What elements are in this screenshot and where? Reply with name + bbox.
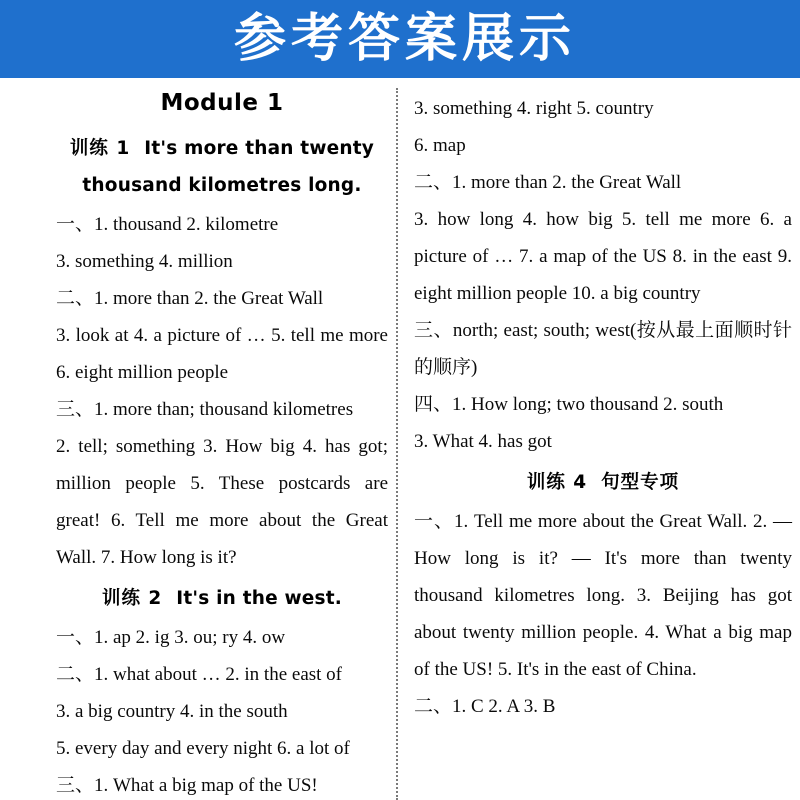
- answer-line: 6. map: [414, 135, 466, 156]
- answer-line: 一、1. Tell me more about the Great Wall. 2. — How long is it? — It's more than twenty thousand kilometres long. 3. Beijing has got about twenty million people. 4. What a big map of the US! 5. It's in the east of China.: [414, 511, 792, 680]
- page-banner: [0, 0, 800, 78]
- answer-line: 四、1. How long; two thousand 2. south: [414, 394, 724, 415]
- left-column: [0, 78, 400, 800]
- answer-line: 三、1. What a big map of the US!: [56, 775, 318, 796]
- answer-line: 一、1. thousand 2. kilometre: [56, 214, 279, 235]
- answer-line: 二、1. more than 2. the Great Wall: [414, 172, 682, 193]
- banner-title: 参考答案展示: [233, 9, 576, 69]
- answer-line: 3. look at 4. a picture of … 5. tell me more 6. eight million people: [56, 325, 388, 383]
- answer-line: 一、1. ap 2. ig 3. ou; ry 4. ow: [56, 627, 286, 648]
- drill-heading-1: [56, 130, 388, 204]
- answer-line: 三、north; east; south; west(按从最上面顺时针的顺序): [414, 320, 792, 378]
- content-columns: [0, 78, 800, 800]
- answer-line: 3. a big country 4. in the south: [56, 701, 288, 722]
- drill-heading-2: [56, 580, 388, 617]
- drill-heading-4-cn: 训练 4: [526, 472, 588, 493]
- drill-heading-1-cn: 训练 1: [69, 138, 131, 159]
- drill-heading-4: [414, 464, 792, 501]
- drill-heading-2-cn: 训练 2: [101, 588, 163, 609]
- right-column: [400, 78, 800, 800]
- answer-line: 3. something 4. right 5. country: [414, 98, 654, 119]
- answer-line: 3. how long 4. how big 5. tell me more 6. a picture of … 7. a map of the US 8. in the east 9. eight million people 10. a big country: [414, 209, 792, 304]
- module-title: Module 1: [160, 90, 284, 116]
- answer-line: 三、1. more than; thousand kilometres: [56, 399, 354, 420]
- answer-line: 3. What 4. has got: [414, 431, 552, 452]
- answer-line: 二、1. C 2. A 3. B: [414, 696, 556, 717]
- answer-line: 二、1. more than 2. the Great Wall: [56, 288, 324, 309]
- answer-line: 二、1. what about … 2. in the east of: [56, 664, 343, 685]
- answer-line: 5. every day and every night 6. a lot of: [56, 738, 350, 759]
- drill-heading-4-en: 句型专项: [601, 472, 680, 493]
- answer-line: 3. something 4. million: [56, 251, 233, 272]
- drill-heading-2-en: It's in the west.: [176, 588, 343, 609]
- drill-heading-1-en: It's more than twenty thousand kilometres long.: [82, 138, 375, 196]
- answer-line: 2. tell; something 3. How big 4. has got; million people 5. These postcards are great! 6. Tell me more about the Great Wall. 7. How long is it?: [56, 436, 388, 568]
